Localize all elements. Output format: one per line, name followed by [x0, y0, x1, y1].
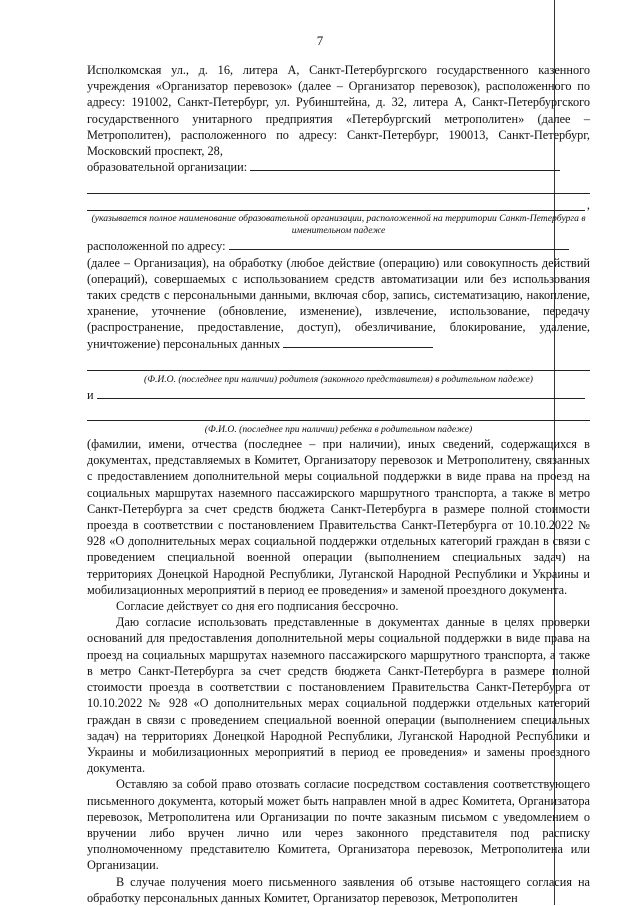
edu-org-field[interactable] — [250, 159, 560, 171]
and-row — [87, 387, 590, 403]
edu-org-field-line-2[interactable] — [87, 177, 590, 194]
edu-org-field-line-3[interactable] — [87, 194, 585, 211]
edu-org-row — [87, 159, 590, 175]
edu-org-caption: (указывается полное наименование образовательной организации, расположенной на территории Санкт-Петербурга в именительном падеже — [91, 213, 586, 237]
address-label: расположенной по адресу: — [87, 239, 226, 254]
parent-name-field[interactable] — [87, 354, 590, 371]
and-label: и — [87, 387, 94, 402]
address-row — [87, 238, 590, 254]
child-name-field-line-2[interactable] — [87, 404, 590, 421]
data-paragraph: (фамилии, имени, отчества (последнее – при наличии), иных сведений, содержащихся в документах, представляемых в Комитет, Организатору перевозок и Метрополитену, связанных с предоставлением дополнительной меры социальной поддержки в виде права на проезд на социальных маршрутах наземного пассажирского маршрутного транспорта, а также в метро Санкт-Петербурга за счет средств бюджета Санкт-Петербурга в размере полной стоимости проезда в соответствии с постановлением Правительства Санкт-Петербурга от 10.10.2022 № 928 «О дополнительных мерах социальной поддержки отдельных категорий граждан в связи с проведением специальной военной операции (выполнением специальных задач) на территориях Донецкой Народной Республики, Луганской Народной Республики и Украины и мобилизационных мероприятий в период ее проведения» и заменой проездного документа. — [87, 437, 590, 597]
withdraw-paragraph: Оставляю за собой право отозвать согласие посредством составления соответствующего письменного документа, который может быть направлен мной в адрес Комитета, Организатора перевозок, Метрополитена или Организации по почте заказным письмом с уведомлением о вручении либо вручен лично или через законного представителя под расписку уполномоченному представителю Комитета, Организатора перевозок, Метрополитена или Организации. — [87, 777, 590, 873]
consent-use-paragraph: Даю согласие использовать представленные в документах данные в целях проверки оснований для предоставления дополнительной меры социальной поддержки в виде права на проезд на социальных маршрутах наземного пассажирского маршрутного транспорта, а также в метро Санкт-Петербурга за счет средств бюджета Санкт-Петербурга в размере полной стоимости проезда в соответствии с постановлением Правительства Санкт-Петербурга от 10.10.2022 № 928 «О дополнительных мерах социальной поддержки отдельных категорий граждан в связи с проведением специальной военной операции (выполнением специальных задач) на территориях Донецкой Народной Республики, Луганской Народной Республики и Украины и мобилизационных мероприятий в период ее проведения» и замены проездного документа. — [87, 615, 590, 776]
edu-org-line-3-row — [87, 194, 590, 211]
document-body — [87, 62, 590, 906]
line-comma: , — [586, 198, 590, 213]
child-name-field[interactable] — [97, 387, 585, 399]
final-paragraph: В случае получения моего письменного заявления об отзыве настоящего согласия на обработку персональных данных Комитет, Организатор перевозок, Метрополитен — [87, 874, 590, 905]
processing-paragraph — [87, 255, 590, 352]
intro-paragraph: Исполкомская ул., д. 16, литера А, Санкт-Петербургского государственного казенного учреждения «Организатор перевозок» (далее – Организатор перевозок), расположенного по адресу: 191002, Санкт-Петербург, ул. Рубинштейна, д. 32, литера А, Санкт-Петербургского государственного унитарного предприятия «Петербургский метрополитен» (далее – Метрополитен), расположенного по адресу: Санкт-Петербург, 190013, Санкт-Петербург, Московский проспект, 28, — [87, 63, 590, 159]
processing-text: (далее – Организация), на обработку (любое действие (операцию) или совокупность действий (операций), совершаемых с использованием средств автоматизации или без использования таких средств с персональными данными, включая сбор, запись, систематизацию, накопление, хранение, уточнение (обновление, изменение), извлечение, использование, передачу (распространение, предоставление, доступ), обезличивание, блокирование, удаление, уничтожение) персональных данных — [87, 255, 590, 351]
address-field[interactable] — [229, 238, 569, 250]
parent-caption: (Ф.И.О. (последнее при наличии) родителя (законного представителя) в родительном падеже) — [144, 373, 533, 385]
consent-validity: Согласие действует со дня его подписания бессрочно. — [116, 599, 399, 614]
personal-data-field[interactable] — [283, 336, 433, 348]
edu-org-label: образовательной организации: — [87, 160, 248, 175]
page-number: 7 — [316, 33, 324, 48]
child-caption: (Ф.И.О. (последнее при наличии) ребенка в родительном падеже) — [204, 424, 473, 436]
